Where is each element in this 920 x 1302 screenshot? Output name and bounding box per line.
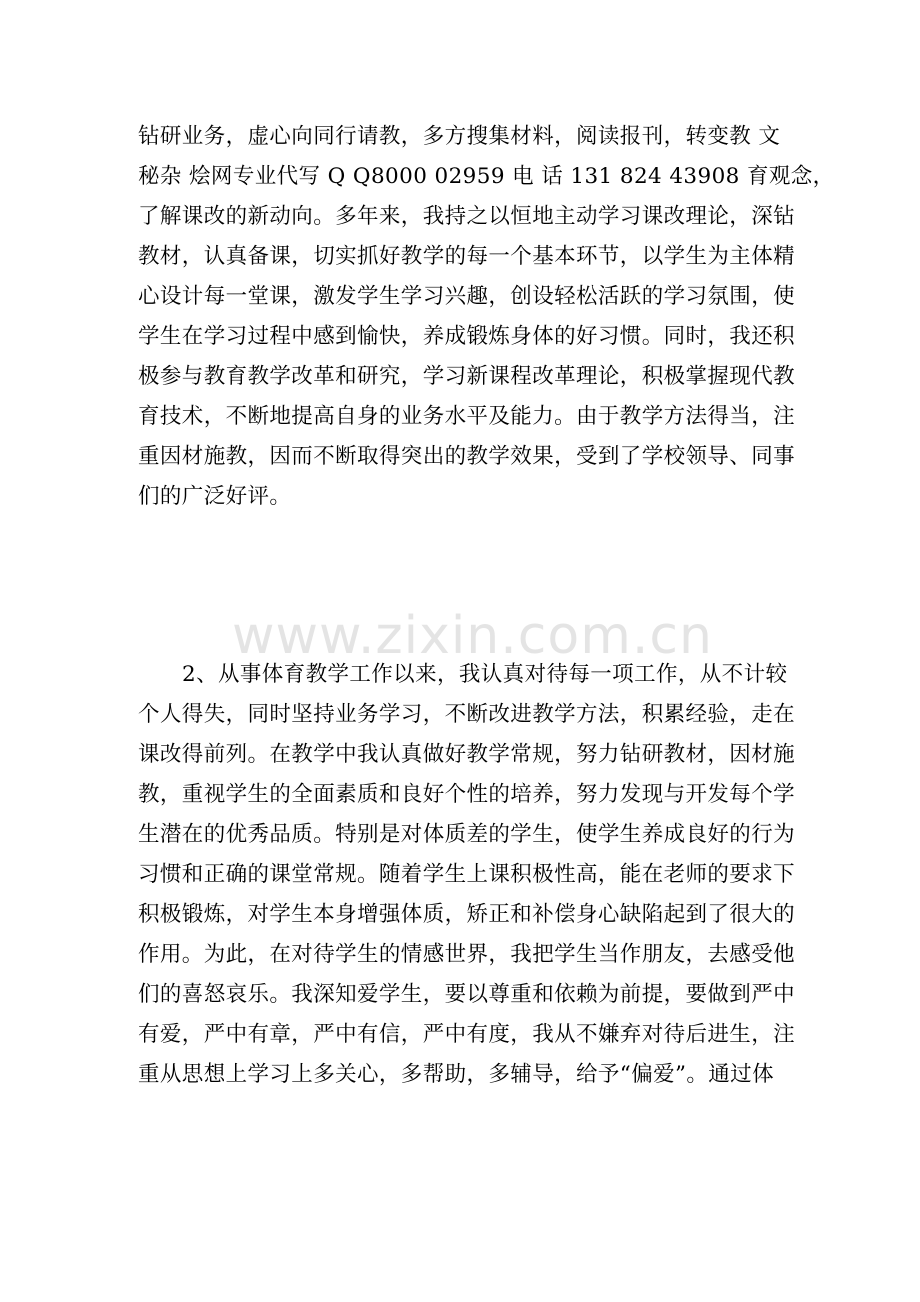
watermark: www.zixin.com.cn bbox=[232, 606, 713, 666]
paragraph-line: 育技术，不断地提高自身的业务水平及能力。由于教学方法得当，注 bbox=[138, 404, 796, 429]
paragraph-2 bbox=[138, 655, 796, 1095]
paragraph-line: 极参与教育教学改革和研究，学习新课程改革理论，积极掌握现代教 bbox=[138, 364, 796, 389]
paragraph-line: 作用。为此，在对待学生的情感世界，我把学生当作朋友，去感受他 bbox=[138, 942, 796, 967]
paragraph-line: 有爱，严中有章，严中有信，严中有度，我从不嫌弃对待后进生，注 bbox=[138, 1022, 796, 1047]
paragraph-line: 学生在学习过程中感到愉快，养成锻炼身体的好习惯。同时，我还积 bbox=[138, 324, 796, 349]
paragraph-line: 个人得失，同时坚持业务学习，不断改进教学方法，积累经验，走在 bbox=[138, 702, 796, 727]
paragraph-line: 积极锻炼，对学生本身增强体质，矫正和补偿身心缺陷起到了很大的 bbox=[138, 902, 796, 927]
paragraph-line: 习惯和正确的课堂常规。随着学生上课积极性高，能在老师的要求下 bbox=[138, 862, 796, 887]
paragraph-line: 教材，认真备课，切实抓好教学的每一个基本环节，以学生为主体精 bbox=[138, 244, 796, 269]
paragraph-line: 了解课改的新动向。多年来，我持之以恒地主动学习课改理论，深钻 bbox=[138, 204, 796, 229]
paragraph-line: 生潜在的优秀品质。特别是对体质差的学生，使学生养成良好的行为 bbox=[138, 822, 796, 847]
paragraph-line: 课改得前列。在教学中我认真做好教学常规，努力钻研教材，因材施 bbox=[138, 742, 796, 767]
paragraph-line: 重因材施教，因而不断取得突出的教学效果，受到了学校领导、同事 bbox=[138, 444, 796, 469]
paragraph-1 bbox=[138, 117, 835, 517]
paragraph-line: 心设计每一堂课，激发学生学习兴趣，创设轻松活跃的学习氛围，使 bbox=[138, 284, 796, 309]
paragraph-line: 们的广泛好评。 bbox=[138, 484, 292, 509]
paragraph-line: 钻研业务，虚心向同行请教，多方搜集材料，阅读报刊，转变教 文 bbox=[138, 124, 781, 149]
paragraph-line: 秘杂 烩网专业代写 Q Q8000 02959 电 话 131 824 43908 育观念， bbox=[138, 164, 835, 189]
paragraph-line: 们的喜怒哀乐。我深知爱学生，要以尊重和依赖为前提，要做到严中 bbox=[138, 982, 796, 1007]
paragraph-line: 教，重视学生的全面素质和良好个性的培养，努力发现与开发每个学 bbox=[138, 782, 796, 807]
paragraph-line: 2、从事体育教学工作以来，我认真对待每一项工作，从不计较 bbox=[182, 662, 788, 687]
paragraph-line: 重从思想上学习上多关心，多帮助，多辅导，给予“偏爱”。通过体 bbox=[138, 1062, 774, 1087]
